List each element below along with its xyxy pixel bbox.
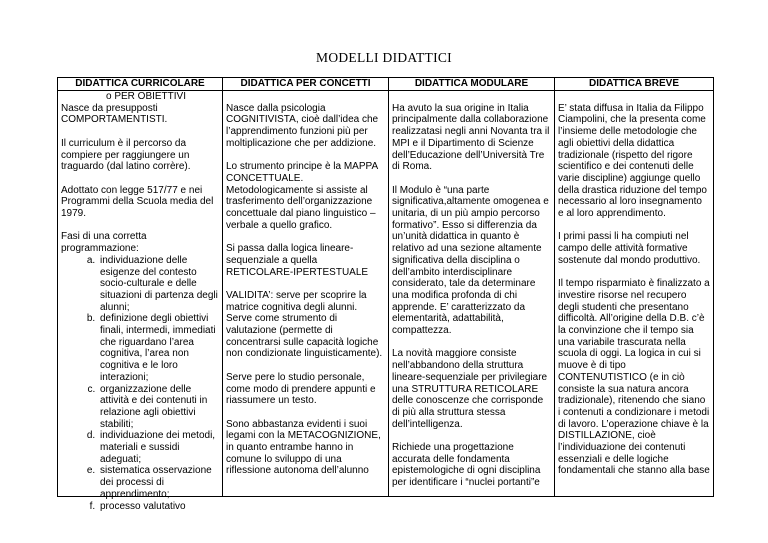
modulare-paragraph: Richiede una progettazione accurata delle fondamenta epistemologiche di ogni disciplina per identificare i “nuclei portanti”e [392, 442, 541, 489]
cell-curricolare [58, 91, 223, 512]
curricolare-paragraph: Nasce da presupposti COMPORTAMENTISTI. [61, 102, 168, 126]
modulare-paragraph: Ha avuto la sua origine in Italia principalmente dalla collaborazione realizzatasi negli anni Novanta tra il MPI e il Dipartimento di Scienze dell’Educazione dell’Università Tre di Roma. [392, 102, 550, 173]
breve-paragraph: Il tempo risparmiato è finalizzato a investire risorse nel recupero degli studenti che presentano difficoltà. All’origine della D.B. c’è la convinzione che il tempo sia una variabile trascurata nella scuola di oggi. La logica in cui si muove è di tipo CONTENUTISTICO (e in ciò consiste la sua natura ancora tradizionale), ritenendo che siano i contenuti a condizionare i metodi di lavoro. L’operazione chiave è la DISTILLAZIONE, cioè l’individuazione dei contenuti essenziali e delle logiche fondamentali che stanno alla base [558, 278, 710, 477]
concetti-paragraph: Lo strumento principe è la MAPPA CONCETTUALE. Metodologicamente si assiste al trasferimento dell’organizzazione concettuale dal piano linguistico – verbale a quello grafico. [226, 161, 378, 231]
list-item: d. individuazione dei metodi, materiali e sussidi adeguati; [98, 430, 219, 465]
column-header-concetti: DIDATTICA PER CONCETTI [223, 78, 389, 91]
concetti-paragraph: Si passa dalla logica lineare-sequenziale a quella RETICOLARE-IPERTESTUALE [226, 243, 369, 278]
list-item: b. definizione degli obiettivi finali, intermedi, immediati che riguardano l’area cognitiva, l’area non cognitiva e le loro interazioni; [98, 313, 219, 383]
concetti-paragraph: VALIDITA’: serve per scoprire la matrice cognitiva degli alunni. Serve come strumento di valutazione (permette di concentrarsi sulle capacità logiche non condizionate linguisticamente). [226, 289, 383, 360]
list-item: f. processo valutativo [98, 501, 219, 513]
cell-modulare [389, 91, 555, 497]
breve-paragraph: I primi passi li ha compiuti nel campo delle attività formative sostenute dal mondo produttivo. [558, 231, 701, 266]
concetti-paragraph: Serve pere lo studio personale, come modo di prendere appunti e riassumere un testo. [226, 371, 376, 407]
curricolare-paragraph: Fasi di una corretta programmazione: [61, 231, 147, 255]
list-item: a. individuazione delle esigenze del contesto socio-culturale e delle situazioni di partenza degli alunni; [98, 255, 219, 314]
modulare-paragraph: La novità maggiore consiste nell’abbandono della struttura lineare-sequenziale per privilegiare una STRUTTURA RETICOLARE delle conoscenze che corrisponde di più alla struttura stessa dell’intelligenza. [392, 348, 548, 430]
document-title: MODELLI DIDATTICI [316, 50, 452, 65]
curricolare-paragraph: Adottato con legge 517/77 e nei Programmi della Scuola media del 1979. [61, 184, 214, 219]
list-item: c. organizzazione delle attività e dei contenuti in relazione agli obiettivi stabiliti; [98, 384, 219, 431]
column-header-breve: DIDATTICA BREVE [555, 78, 714, 91]
modulare-paragraph: Il Modulo è “una parte significativa,altamente omogenea e unitaria, di un più ampio percorso formativo”. Esso si differenzia da un’unità didattica in quanto è relativo ad una sezione altamente significativa della disciplina o dell’ambito interdisciplinare considerato, tale da determinare una modifica profonda di chi apprende. E’ caratterizzato da elementarità, adattabilità, compattezza. [392, 184, 549, 337]
concetti-paragraph: Nasce dalla psicologia COGNITIVISTA, cioè dall’idea che l’apprendimento funzioni più per moltiplicazione che per addizione. [226, 102, 379, 149]
programmazione-phases-list [61, 255, 219, 512]
models-table [57, 77, 714, 512]
column-header-modulare: DIDATTICA MODULARE [389, 78, 555, 91]
column-header-curricolare: DIDATTICA CURRICOLARE [58, 78, 223, 91]
concetti-paragraph: Sono abbastanza evidenti i suoi legami con la METACOGNIZIONE, in quanto entrambe hanno in comune lo sviluppo di una riflessione autonoma dell’alunno [226, 418, 381, 477]
header-row [58, 78, 714, 91]
curricolare-paragraph: Il curriculum è il percorso da compiere per raggiungere un traguardo (dal latino corrère). [61, 137, 191, 173]
list-item: e. sistematica osservazione dei processi di apprendimento; [98, 465, 219, 500]
curricolare-subheader: o PER OBIETTIVI [105, 91, 187, 102]
cell-concetti [223, 91, 389, 497]
content-row [58, 91, 714, 497]
breve-paragraph: E’ stata diffusa in Italia da Filippo Ciampolini, che la presenta come l’insieme delle metodologie che agli obiettivi della didattica tradizionale (rispetto del rigore scientifico e dei contenuti delle varie discipline) aggiunge quello della drastica riduzione del tempo necessario al loro insegnamento e al loro apprendimento. [558, 102, 707, 220]
cell-breve [555, 91, 714, 497]
